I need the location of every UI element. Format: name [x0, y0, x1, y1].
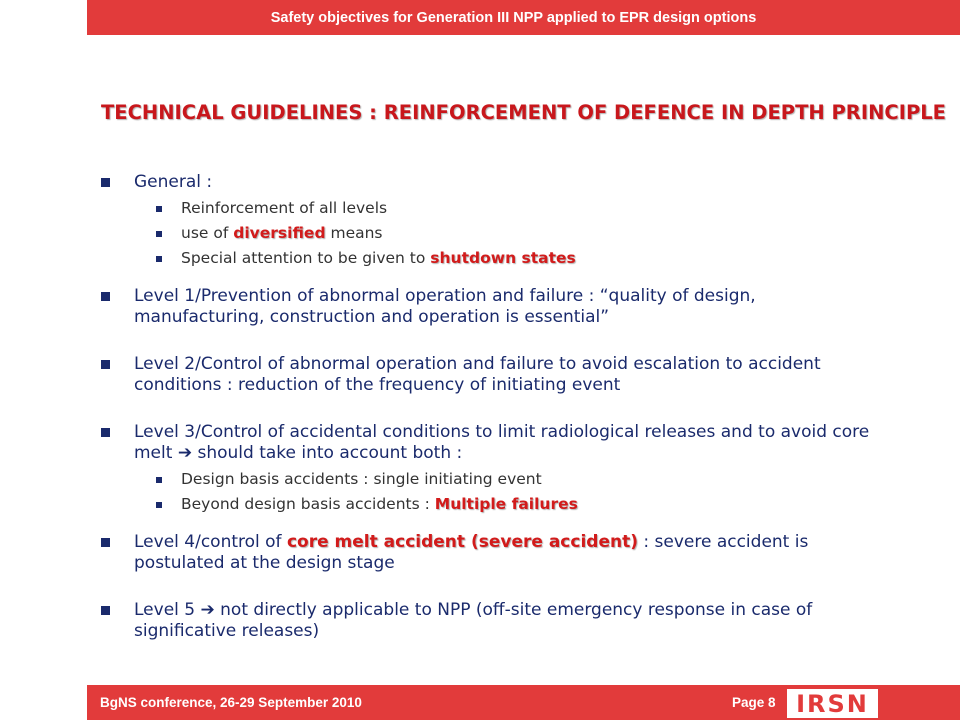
general-sub-list — [134, 199, 890, 268]
bullet-text: Level 4/control of — [134, 532, 287, 552]
sub-bullet — [134, 224, 890, 243]
square-bullet-icon — [101, 428, 110, 437]
right-arrow-icon: ➔ — [177, 443, 193, 463]
slide-title: TECHNICAL GUIDELINES : REINFORCEMENT OF DEFENCE IN DEPTH PRINCIPLE — [100, 101, 946, 124]
bullet-text: Level 2/Control of abnormal operation and failure to avoid escalation to accident conditions : reduction of the frequency of initiating event — [134, 354, 821, 395]
bullet-text: Level 3/Control of accidental conditions to limit radiological releases and to avoid core melt — [134, 422, 870, 463]
header-title: Safety objectives for Generation III NPP applied to EPR design options — [270, 9, 757, 26]
right-arrow-icon: ➔ — [200, 600, 215, 620]
small-square-bullet-icon — [156, 477, 162, 483]
sub-bullet-text: means — [325, 224, 383, 242]
logo-text: IRSN — [796, 689, 869, 718]
highlight-text: shutdown states — [430, 249, 576, 267]
bullet-text: should take into account both : — [192, 443, 463, 463]
level3-sub-list — [134, 470, 890, 514]
bullet-text: : severe accident is postulated at the design stage — [134, 532, 809, 573]
small-square-bullet-icon — [156, 206, 162, 212]
sub-bullet-text: Special attention to be given to — [181, 249, 431, 267]
small-square-bullet-icon — [156, 502, 162, 508]
bullet-text: Level 5 — [134, 600, 201, 620]
bullet-level3 — [100, 422, 890, 514]
irsn-logo — [787, 689, 878, 718]
highlight-text: core melt accident (severe accident) — [286, 532, 638, 552]
sub-bullet — [134, 470, 890, 489]
sub-bullet-text: Design basis accidents : single initiating event — [181, 470, 542, 488]
highlight-text: Multiple failures — [434, 495, 578, 513]
bullet-list — [100, 172, 890, 642]
bullet-level5 — [100, 600, 890, 642]
square-bullet-icon — [101, 606, 110, 615]
sub-bullet-text: use of — [181, 224, 234, 242]
sub-bullet — [134, 495, 890, 514]
general-label: General : — [134, 172, 213, 192]
square-bullet-icon — [101, 360, 110, 369]
square-bullet-icon — [101, 178, 110, 187]
small-square-bullet-icon — [156, 231, 162, 237]
page-number: Page 8 — [732, 695, 776, 710]
sub-bullet — [134, 199, 890, 218]
bullet-general — [100, 172, 890, 268]
bullet-text: not directly applicable to NPP (off-site emergency response in case of significative releases) — [134, 600, 813, 641]
bullet-level2 — [100, 354, 890, 396]
bullet-level4 — [100, 532, 890, 574]
square-bullet-icon — [101, 292, 110, 301]
sub-bullet-text: Reinforcement of all levels — [181, 199, 388, 217]
sub-bullet-text: Beyond design basis accidents : — [181, 495, 435, 513]
bullet-level1 — [100, 286, 890, 328]
header-bar — [87, 0, 960, 35]
conference-label: BgNS conference, 26-29 September 2010 — [100, 695, 362, 710]
square-bullet-icon — [101, 538, 110, 547]
highlight-text: diversified — [233, 224, 326, 242]
small-square-bullet-icon — [156, 256, 162, 262]
bullet-text: Level 1/Prevention of abnormal operation and failure : “quality of design, manufacturing, construction and operation is essential” — [134, 286, 756, 327]
sub-bullet — [134, 249, 890, 268]
